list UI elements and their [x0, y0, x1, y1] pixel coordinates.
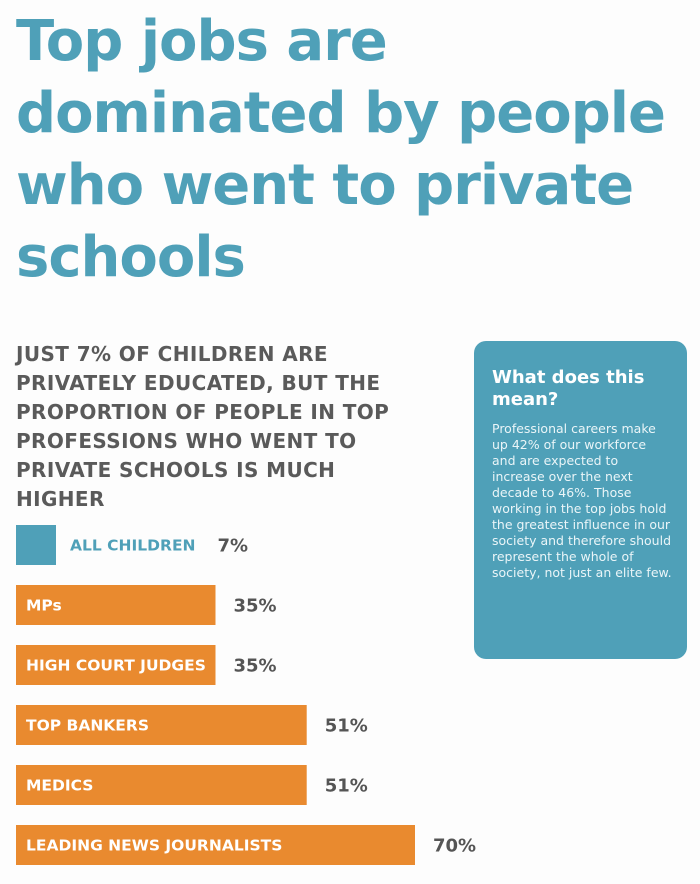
- data-label: 7%: [217, 535, 249, 557]
- data-label: 51%: [324, 715, 368, 737]
- category-label: MPs: [26, 596, 62, 615]
- chart-subtitle: JUST 7% OF CHILDREN ARE PRIVATELY EDUCATED, BUT THE PROPORTION OF PEOPLE IN TOP PROFESSIONS WHO WENT TO PRIVATE SCHOOLS IS MUCH HIGHER: [16, 342, 390, 511]
- info-box-body: Professional careers make up 42% of our workforce and are expected to increase over the next decade to 46%. Those working in the top jobs hold the greatest influence in our society and therefore should represent the whole of society, not just an elite few.: [492, 421, 672, 580]
- category-label: LEADING NEWS JOURNALISTS: [26, 836, 283, 855]
- category-label: MEDICS: [26, 776, 94, 795]
- info-box-heading: What does this mean?: [492, 367, 645, 410]
- category-label: ALL CHILDREN: [70, 536, 196, 555]
- data-label: 35%: [233, 655, 277, 677]
- category-label: TOP BANKERS: [26, 716, 149, 735]
- bar-all-children: [16, 525, 56, 565]
- page-title: Top jobs are dominated by people who went to private schools: [16, 9, 665, 290]
- data-label: 35%: [233, 595, 277, 617]
- data-label: 70%: [433, 835, 477, 857]
- category-label: HIGH COURT JUDGES: [26, 656, 206, 675]
- data-label: 51%: [324, 775, 368, 797]
- bar-chart: [0, 515, 700, 875]
